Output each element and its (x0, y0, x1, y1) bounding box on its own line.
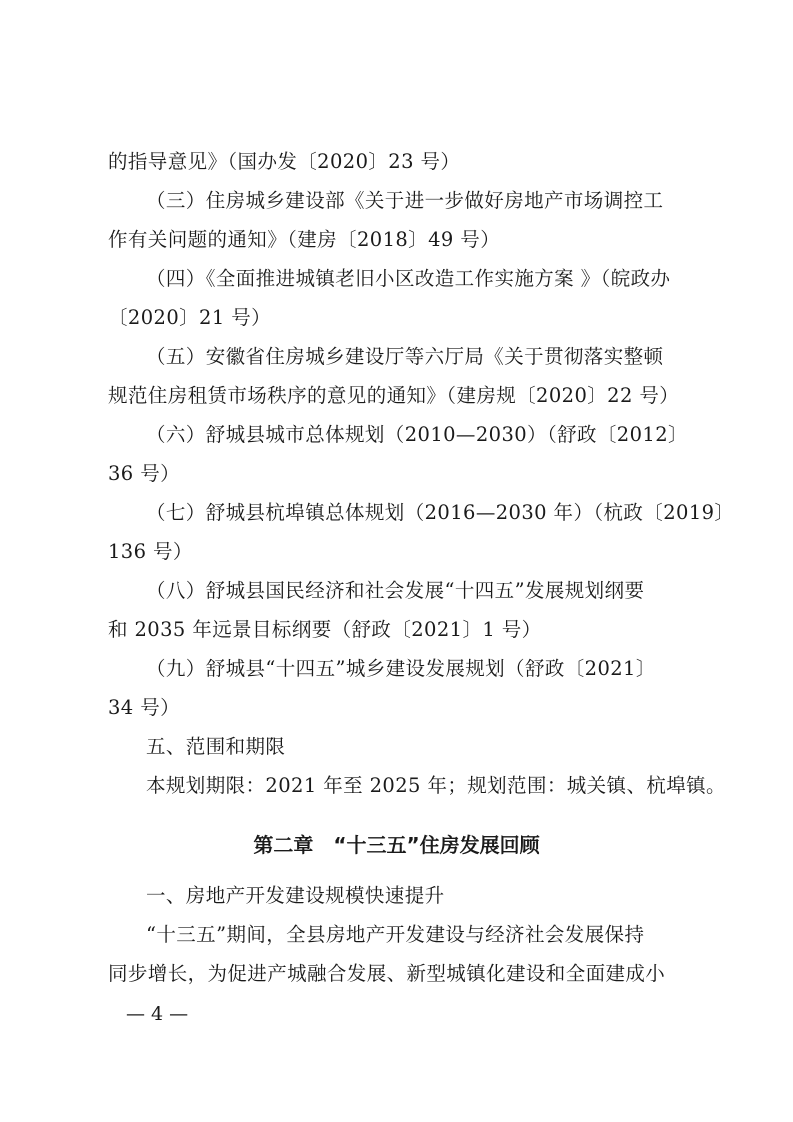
text-line: “十三五”期间，全县房地产开发建设与经济社会发展保持 (146, 923, 645, 946)
text-line: 36 号） (108, 462, 181, 485)
text-line: 本规划期限：2021 年至 2025 年；规划范围：城关镇、杭埠镇。 (146, 774, 726, 797)
text-line: 作有关问题的通知》（建房〔2018〕49 号） (108, 228, 501, 251)
section-heading: 一、房地产开发建设规模快速提升 (146, 884, 445, 907)
text-line: 和 2035 年远景目标纲要（舒政〔2021〕1 号） (108, 618, 542, 641)
text-line: 136 号） (108, 540, 193, 563)
text-line: （五）安徽省住房城乡建设厅等六厅局《关于贯彻落实整顿 (146, 345, 664, 368)
text-line: 〔2020〕21 号） (108, 306, 272, 329)
section-heading: 五、范围和期限 (146, 735, 286, 758)
page-number: — 4 — (126, 1003, 189, 1025)
chapter-title: 第二章 “十三五”住房发展回顾 (253, 833, 540, 857)
text-line: 的指导意见》（国办发〔2020〕23 号） (108, 150, 461, 173)
text-line: （六）舒城县城市总体规划（2010—2030）（舒政〔2012〕 (146, 423, 688, 446)
text-line: （七）舒城县杭埠镇总体规划（2016—2030 年）（杭政〔2019〕 (146, 501, 735, 524)
text-line: （三）住房城乡建设部《关于进一步做好房地产市场调控工 (146, 189, 664, 212)
text-line: （九）舒城县“十四五”城乡建设发展规划（舒政〔2021〕 (146, 657, 656, 680)
text-line: 34 号） (108, 696, 181, 719)
text-line: 同步增长，为促进产城融合发展、新型城镇化建设和全面建成小 (108, 962, 666, 985)
text-line: 规范住房租赁市场秩序的意见的通知》（建房规〔2020〕22 号） (108, 384, 680, 407)
text-line: （四）《全面推进城镇老旧小区改造工作实施方案 》（皖政办 (146, 267, 671, 290)
text-line: （八）舒城县国民经济和社会发展“十四五”发展规划纲要 (146, 579, 645, 602)
